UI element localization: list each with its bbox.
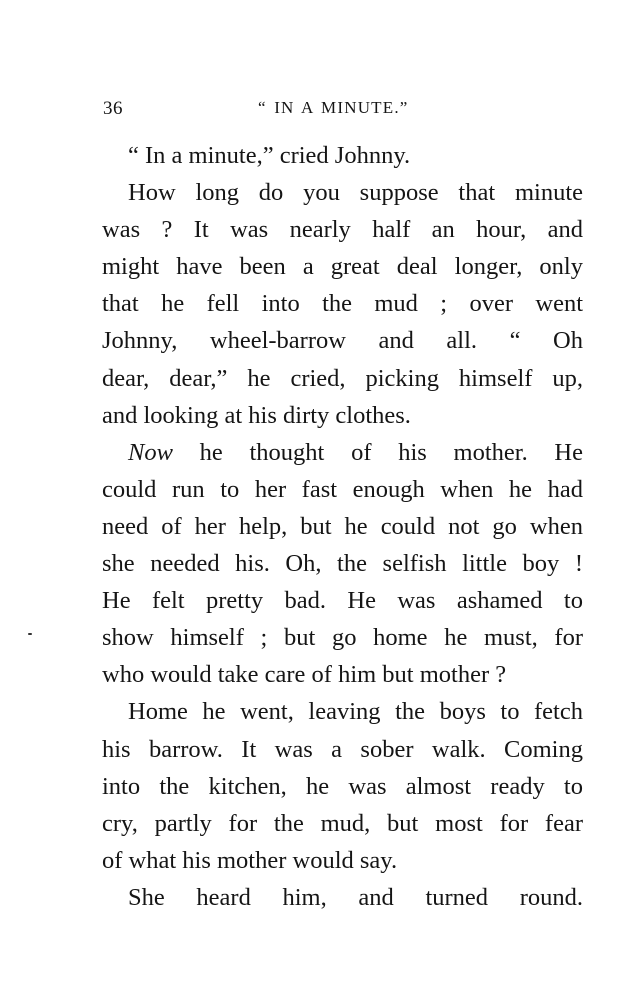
paragraph (102, 879, 583, 916)
running-title: “ IN A MINUTE.” (258, 98, 409, 117)
paragraph (102, 174, 583, 434)
text-line: and looking at his dirty clothes. (102, 401, 411, 429)
paragraph (102, 434, 583, 694)
text-line: He felt pretty bad. He was ashamed to (102, 587, 583, 615)
body-text (102, 137, 583, 916)
paragraph (102, 137, 583, 174)
text-line: dear, dear,” he cried, picking himself up, (102, 364, 583, 392)
page-number: 36 (103, 98, 123, 119)
text-line: Johnny, wheel-barrow and all. “ Oh (102, 327, 583, 355)
text-line: of what his mother would say. (102, 846, 398, 874)
text-line: who would take care of him but mother ? (102, 661, 507, 689)
paragraph (102, 693, 583, 878)
text-line: that he fell into the mud ; over went (102, 290, 583, 318)
text-line: need of her help, but he could not go when (102, 512, 583, 540)
text-line: into the kitchen, he was almost ready to (102, 772, 583, 800)
margin-speck (28, 633, 32, 635)
text-line: was ? It was nearly half an hour, and (102, 216, 583, 244)
text-line: How long do you suppose that minute (128, 179, 583, 207)
text-line: she needed his. Oh, the selfish little boy ! (102, 550, 583, 578)
text-line (102, 434, 583, 471)
text-line: Home he went, leaving the boys to fetch (128, 698, 583, 726)
text-line: She heard him, and turned round. (128, 883, 583, 911)
line-rest: he thought of his mother. He (172, 438, 583, 466)
page-header (103, 98, 583, 126)
italic-word: Now (128, 438, 173, 466)
text-line: show himself ; but go home he must, for (102, 624, 583, 652)
text-line: cry, partly for the mud, but most for fear (102, 809, 583, 837)
text-line: could run to her fast enough when he had (102, 475, 583, 503)
text-line: “ In a minute,” cried Johnny. (128, 142, 411, 169)
text-line: might have been a great deal longer, only (102, 253, 583, 281)
text-line: his barrow. It was a sober walk. Coming (102, 735, 583, 763)
